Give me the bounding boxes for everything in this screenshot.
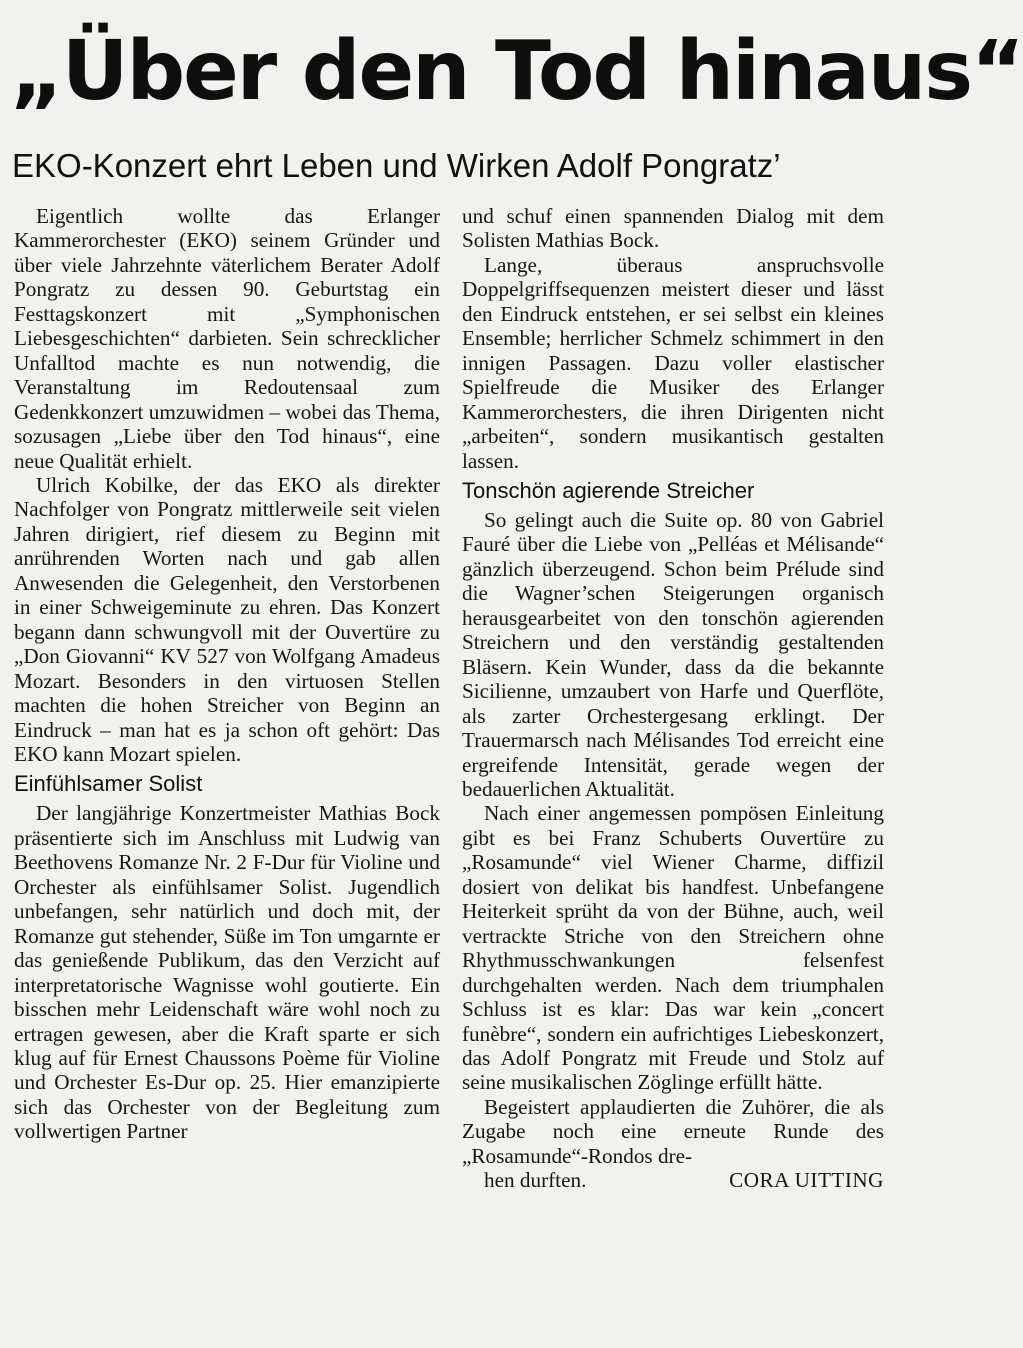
paragraph-zugabe: Begeistert applaudierten die Zuhörer, die als Zugabe noch eine erneute Runde des „Rosamunde“-Rondos dre-	[462, 1094, 884, 1168]
paragraph-bock: Der langjährige Konzertmeister Mathias Bock präsentierte sich im Anschluss mit Ludwig van Beethovens Romanze Nr. 2 F-Dur für Violine und Orchester als einfühlsamer Solist. Jugendlich unbefangen, sehr natürlich und doch mit, der Romanze gut stehender, Süße im Ton umgarnte er das genießende Publikum, das den Verzicht auf interpretatorische Wagnisse wohl goutierte. Ein bisschen mehr Leidenschaft wäre wohl noch zu ertragen gewesen, aber die Kraft sparte er sich klug auf für Ernest Chaussons Poème für Violine und Orchester Es-Dur op. 25. Hier emanzipierte sich das Orchester von der Begleitung zum vollwertigen Partner	[14, 801, 440, 1144]
paragraph-schubert: Nach einer angemessen pompösen Einleitung gibt es bei Franz Schuberts Ouvertüre zu „Rosamunde“ viel Wiener Charme, diffizil dosiert von delikat bis handfest. Unbefangene Heiterkeit sprüht da von der Bühne, auch, weil vertrackte Striche von den Streichern ohne Rhythmusschwankungen felsenfest durchgehalten werden. Nach dem triumphalen Schluss ist es klar: Das war kein „concert funèbre“, sondern ein aufrichtiges Liebeskonzert, das Adolf Pongratz mit Freude und Stolz auf seine musikalischen Zöglinge erfüllt hätte.	[462, 801, 884, 1095]
paragraph-doppelgriff: Lange, überaus anspruchsvolle Doppelgriffsequenzen meistert dieser und lässt den Eindruck entstehen, er sei selbst ein kleines Ensemble; herrlicher Schmelz schimmert in den innigen Passagen. Dazu voller elastischer Spielfreude die Musiker des Erlanger Kammerorchesters, die ihren Dirigenten nicht „arbeiten“, sondern musikantisch gestalten lassen.	[462, 252, 884, 473]
right-column	[462, 204, 884, 1193]
byline-row	[462, 1168, 884, 1192]
paragraph-faure: So gelingt auch die Suite op. 80 von Gabriel Fauré über die Liebe von „Pelléas et Mélisande“ gänzlich überzeugend. Schon beim Prélude sind die Wagner’schen Steigerungen organisch herausgearbeitet von den tonschön agierenden Streichern und den verständig gestaltenden Bläsern. Kein Wunder, dass da die bekannte Sicilienne, umzaubert von Harfe und Querflöte, als zarter Orchestergesang erklingt. Der Trauermarsch nach Mélisandes Tod erreicht eine ergreifende Intensität, gerade wegen der bedauerlichen Aktualität.	[462, 507, 884, 801]
author-byline: CORA UITTING	[729, 1168, 884, 1193]
paragraph-intro: Eigentlich wollte das Erlanger Kammerorchester (EKO) seinem Gründer und über viele Jahrzehnte väterlichem Berater Adolf Pongratz zu dessen 90. Geburtstag ein Festtagskonzert mit „Symphonischen Liebesgeschichten“ darbieten. Sein schrecklicher Unfalltod machte es nun notwendig, die Veranstaltung im Redoutensaal zum Gedenkkonzert umzuwidmen – wobei das Thema, sozusagen „Liebe über den Tod hinaus“, eine neue Qualität erhielt.	[14, 204, 440, 473]
left-column	[14, 204, 440, 1144]
paragraph-kobilke: Ulrich Kobilke, der das EKO als direkter Nachfolger von Pongratz mittlerweile seit vielen Jahren dirigiert, rief diesem zu Beginn mit anrührenden Worten nach und gab allen Anwesenden die Gelegenheit, den Verstorbenen in einer Schweigeminute zu ehren. Das Konzert begann dann schwungvoll mit der Ouvertüre zu „Don Giovanni“ KV 527 von Wolfgang Amadeus Mozart. Besonders in den virtuosen Stellen machten die hohen Streicher von Beginn an Eindruck – man hat es ja schon oft gehört: Das EKO kann Mozart spielen.	[14, 472, 440, 766]
crosshead-streicher: Tonschön agierende Streicher	[462, 477, 755, 503]
paragraph-continuation: und schuf einen spannenden Dialog mit dem Solisten Mathias Bock.	[462, 204, 884, 253]
headline: „Über den Tod hinaus“	[10, 24, 1023, 119]
zugabe-last-line: hen durften.	[484, 1168, 587, 1193]
crosshead-solist: Einfühlsamer Solist	[14, 771, 203, 797]
subheadline: EKO-Konzert ehrt Leben und Wirken Adolf Pongratz’	[12, 147, 781, 184]
